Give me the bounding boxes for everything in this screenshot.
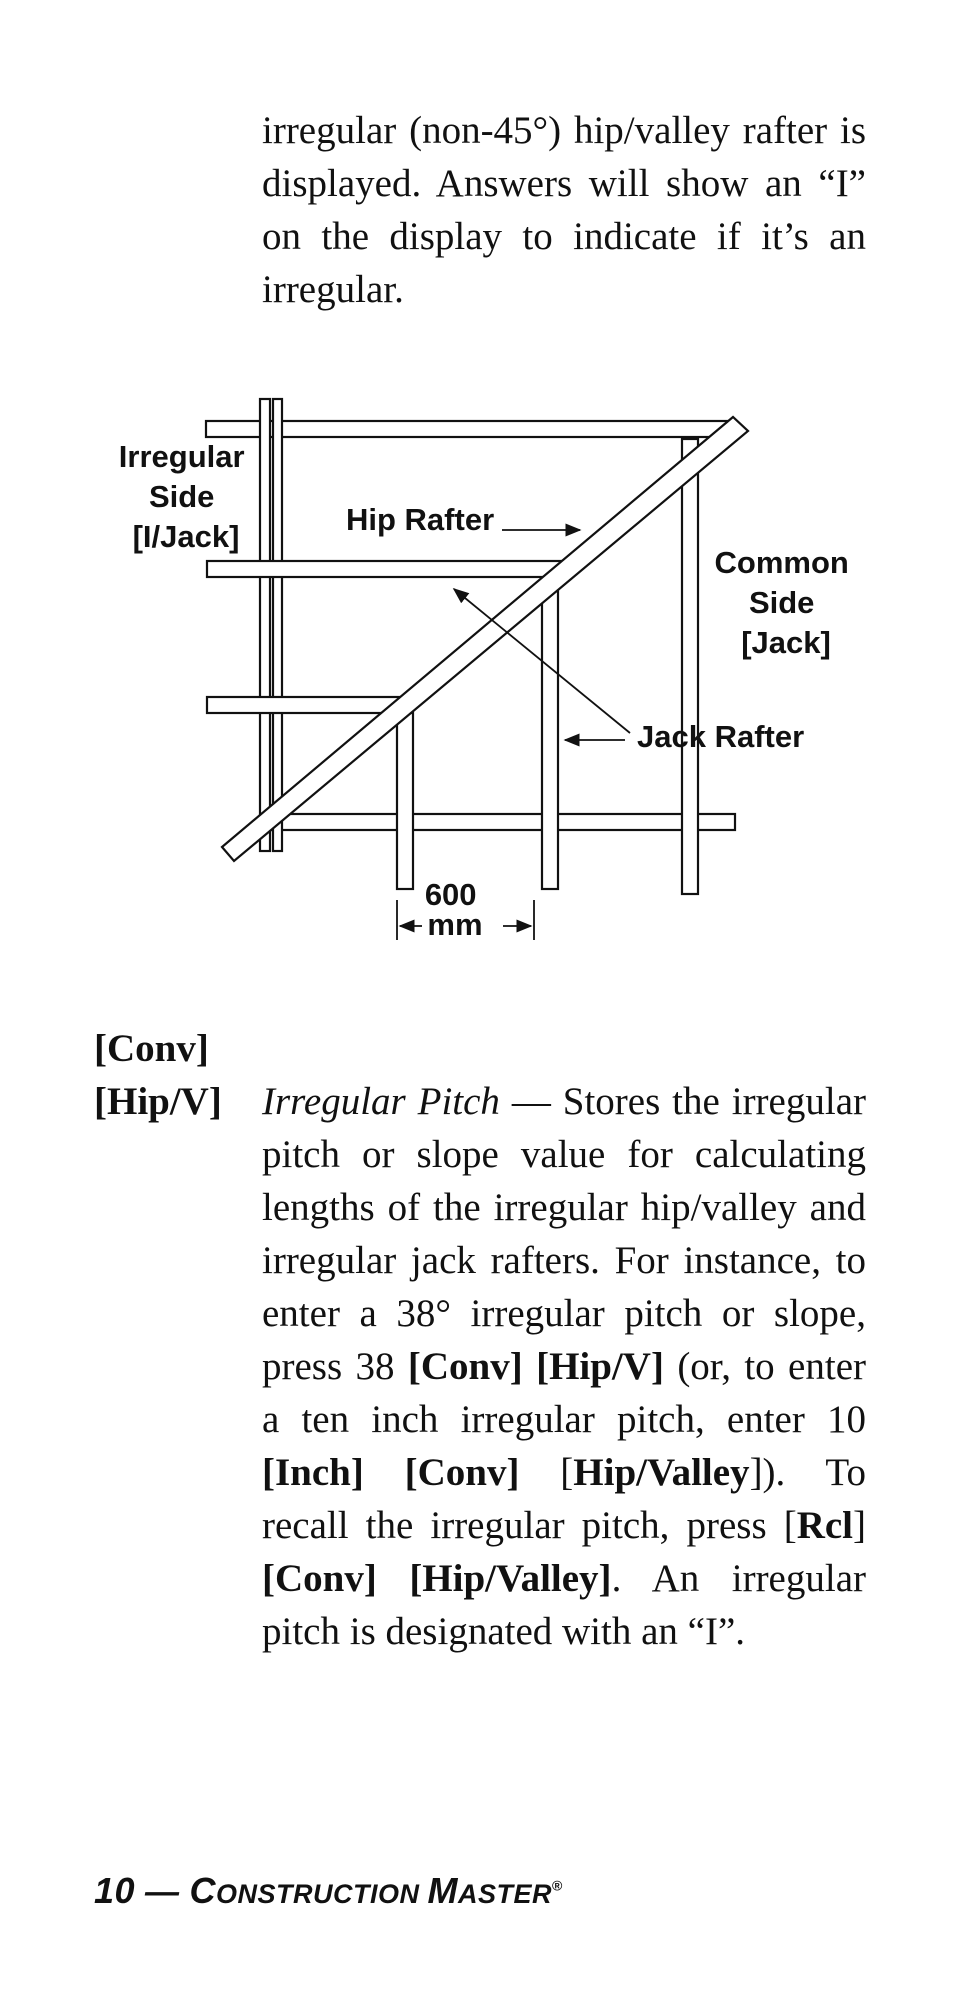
registered-mark: ® bbox=[551, 1877, 563, 1894]
jack-rafter-label: Jack Rafter bbox=[637, 719, 805, 754]
hip-rafter-label: Hip Rafter bbox=[346, 502, 495, 537]
conv-key-label: [Conv] bbox=[94, 1027, 209, 1070]
irregular-pitch-paragraph: Irregular Pitch — Stores the irregular pitch or slope value for calculating lengths of the irregular hip/valley and irregular jack rafters. For instance, to enter a 38° irregular pitch or slope, press 38 [Conv] [Hip/V] (or, to enter a ten inch irregular pitch, enter 10 [Inch] [Conv] [Hip/Valley]). To recall the irregular pitch, press [Rcl] [Conv] [Hip/Valley]. An irregular pitch is designated with an “I”. bbox=[262, 1080, 867, 1653]
left-post-inner bbox=[273, 399, 282, 851]
spacing-label: 600 mm bbox=[424, 877, 483, 942]
page-footer: 10 — CONSTRUCTION MASTER® bbox=[94, 1870, 563, 1911]
left-post-outer bbox=[260, 399, 270, 851]
irregular-jack-upper bbox=[207, 561, 568, 577]
common-side-post bbox=[682, 439, 698, 894]
common-jack-right bbox=[542, 589, 558, 889]
irregular-side-label: Irregular Side [I/Jack] bbox=[118, 439, 245, 554]
bottom-plate bbox=[265, 814, 735, 830]
page-number: 10 bbox=[94, 1870, 136, 1911]
hip-rafter bbox=[222, 417, 748, 861]
hipv-key-label: [Hip/V] bbox=[94, 1080, 222, 1123]
common-side-label: Common Side [Jack] bbox=[714, 545, 849, 660]
hip-rafter-diagram bbox=[110, 395, 870, 955]
common-jack-left bbox=[397, 713, 413, 889]
top-plate bbox=[206, 421, 734, 437]
intro-paragraph: irregular (non-45°) hip/valley rafter is displayed. Answers will show an “I” on the display to indicate if it’s an irregular. bbox=[262, 109, 866, 311]
irregular-jack-lower bbox=[207, 697, 403, 713]
irregular-pitch-term: Irregular Pitch bbox=[262, 1080, 500, 1123]
